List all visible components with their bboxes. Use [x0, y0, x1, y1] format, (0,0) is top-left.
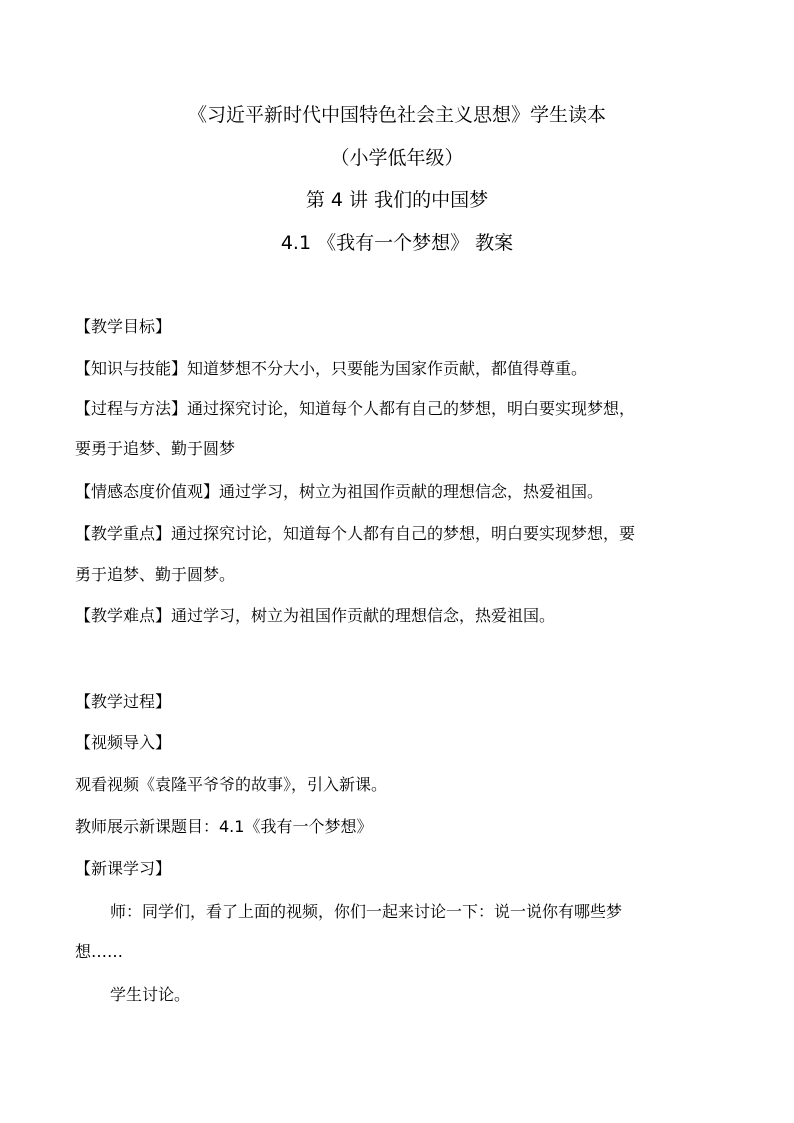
- grade-subtitle: （小学低年级）: [330, 147, 464, 169]
- key-points-continuation: 勇于追梦、勤于圆梦。: [75, 565, 236, 584]
- process-method-label: 【过程与方法】: [75, 399, 188, 418]
- objectives-heading: 【教学目标】: [75, 317, 172, 336]
- emotion-values-paragraph: [75, 481, 735, 503]
- key-points-text: 通过探究讨论，知道每个人都有自己的梦想，明白要实现梦想，要: [171, 524, 636, 543]
- lecture-title: 第 4 讲 我们的中国梦: [305, 189, 489, 211]
- video-intro-heading: 【视频导入】: [75, 733, 172, 752]
- difficulties-paragraph: [75, 605, 735, 627]
- lesson-title: 4.1 《我有一个梦想》 教案: [280, 232, 514, 254]
- knowledge-skill-label: 【知识与技能】: [75, 359, 188, 378]
- key-points-paragraph: [75, 523, 735, 545]
- difficulties-label: 【教学难点】: [75, 606, 172, 625]
- book-title: 《习近平新时代中国特色社会主义思想》学生读本: [187, 104, 606, 126]
- emotion-values-label: 【情感态度价值观】: [75, 482, 220, 501]
- teaching-process-heading: 【教学过程】: [75, 692, 172, 711]
- lesson-topic-text: 教师展示新课题目：4.1《我有一个梦想》: [75, 817, 373, 836]
- key-points-label: 【教学重点】: [75, 524, 172, 543]
- video-intro-text: 观看视频《袁隆平爷爷的故事》，引入新课。: [75, 775, 388, 794]
- process-method-paragraph: [75, 398, 735, 420]
- process-method-text: 通过探究讨论，知道每个人都有自己的梦想，明白要实现梦想，: [187, 399, 636, 418]
- new-lesson-heading: 【新课学习】: [75, 859, 172, 878]
- teacher-question-continuation: 想……: [75, 942, 124, 961]
- student-discussion-text: 学生讨论。: [110, 985, 191, 1004]
- knowledge-skill-text: 知道梦想不分大小，只要能为国家作贡献，都值得尊重。: [187, 359, 588, 378]
- emotion-values-text: 通过学习，树立为祖国作贡献的理想信念，热爱祖国。: [219, 482, 604, 501]
- difficulties-text: 通过学习，树立为祖国作贡献的理想信念，热爱祖国。: [171, 606, 556, 625]
- process-method-continuation: 要勇于追梦、勤于圆梦: [75, 439, 236, 458]
- knowledge-skill-paragraph: [75, 358, 735, 380]
- teacher-question-text: 师：同学们，看了上面的视频，你们一起来讨论一下：说一说你有哪些梦: [110, 902, 623, 921]
